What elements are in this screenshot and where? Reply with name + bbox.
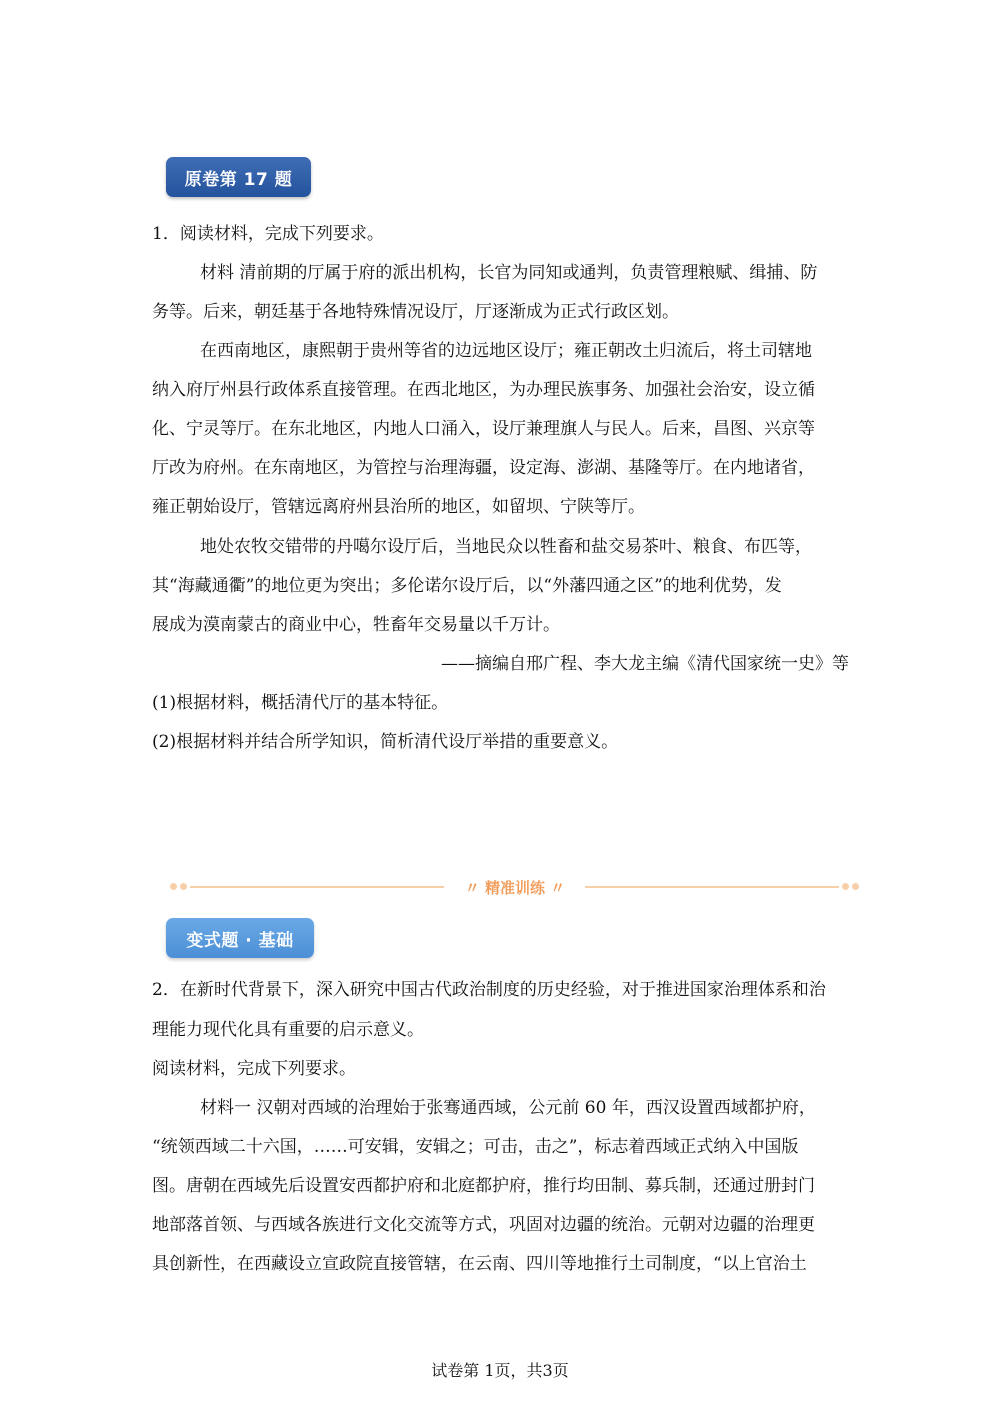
material-text-line: 雍正朝始设厅，管辖远离府州县治所的地区，如留坝、宁陕等厅。 (152, 497, 645, 517)
material-text-line: 其“海藏通衢”的地位更为突出；多伦诺尔设厅后，以“外藩四通之区”的地利优势，发 (152, 576, 782, 596)
material-text-line: 图。唐朝在西域先后设置安西都护府和北庭都护府，推行均田制、募兵制，还通过册封门 (152, 1176, 815, 1196)
material-text-line: 务等。后来，朝廷基于各地特殊情况设厅，厅逐渐成为正式行政区划。 (152, 302, 679, 322)
material-source: ——摘编自邢广程、李大龙主编《清代国家统一史》等 (441, 654, 849, 674)
material-text-line: 纳入府厅州县行政体系直接管理。在西北地区，为办理民族事务、加强社会治安，设立循 (152, 380, 815, 400)
sub-question-2: (2)根据材料并结合所学知识，简析清代设厅举措的重要意义。 (152, 732, 619, 752)
material-text-line: 具创新性，在西藏设立宣政院直接管辖，在云南、四川等地推行土司制度，“以上官治土 (152, 1254, 807, 1274)
divider-dot (180, 883, 187, 890)
question-1-stem: 1．阅读材料，完成下列要求。 (152, 224, 384, 244)
material-text-line: 展成为漠南蒙古的商业中心，牲畜年交易量以千万计。 (152, 615, 560, 635)
divider-line-right (585, 886, 839, 888)
material-text-line: 地部落首领、与西域各族进行文化交流等方式，巩固对边疆的统治。元朝对边疆的治理更 (152, 1215, 815, 1235)
question-2-instruction: 阅读材料，完成下列要求。 (152, 1059, 356, 1079)
divider-line-left (190, 886, 444, 888)
question-2-stem: 理能力现代化具有重要的启示意义。 (152, 1020, 424, 1040)
divider-label-text: 精准训练 (484, 879, 545, 897)
page-footer: 试卷第 1页，共3页 (431, 1361, 569, 1380)
original-question-badge: 原卷第 17 题 (166, 157, 311, 197)
divider-label: 〃 精准训练 〃 (464, 879, 566, 897)
material-text-line: 化、宁灵等厅。在东北地区，内地人口涌入，设厅兼理旗人与民人。后来，昌图、兴京等 (152, 419, 815, 439)
material-text-line: 地处农牧交错带的丹噶尔设厅后，当地民众以牲畜和盐交易茶叶、粮食、布匹等， (200, 537, 812, 557)
material-text-line: 材料 清前期的厅属于府的派出机构，长官为同知或通判，负责管理粮赋、缉捕、防 (200, 263, 818, 283)
variant-basic-badge: 变式题 · 基础 (166, 918, 314, 958)
divider-dot (170, 883, 177, 890)
question-2-stem: 2．在新时代背景下，深入研究中国古代政治制度的历史经验，对于推进国家治理体系和治 (152, 980, 826, 1000)
divider-dot (852, 883, 859, 890)
material-text-line: “统领西域二十六国，……可安辑，安辑之；可击，击之”，标志着西域正式纳入中国版 (152, 1137, 799, 1157)
divider-dot (842, 883, 849, 890)
sub-question-1: (1)根据材料，概括清代厅的基本特征。 (152, 693, 449, 713)
material-text-line: 在西南地区，康熙朝于贵州等省的边远地区设厅；雍正朝改土归流后，将土司辖地 (200, 341, 812, 361)
precision-training-divider (170, 878, 860, 896)
material-text-line: 厅改为府州。在东南地区，为管控与治理海疆，设定海、澎湖、基隆等厅。在内地诸省， (152, 458, 815, 478)
material-text-line: 材料一 汉朝对西域的治理始于张骞通西域，公元前 60 年，西汉设置西域都护府， (200, 1098, 816, 1118)
